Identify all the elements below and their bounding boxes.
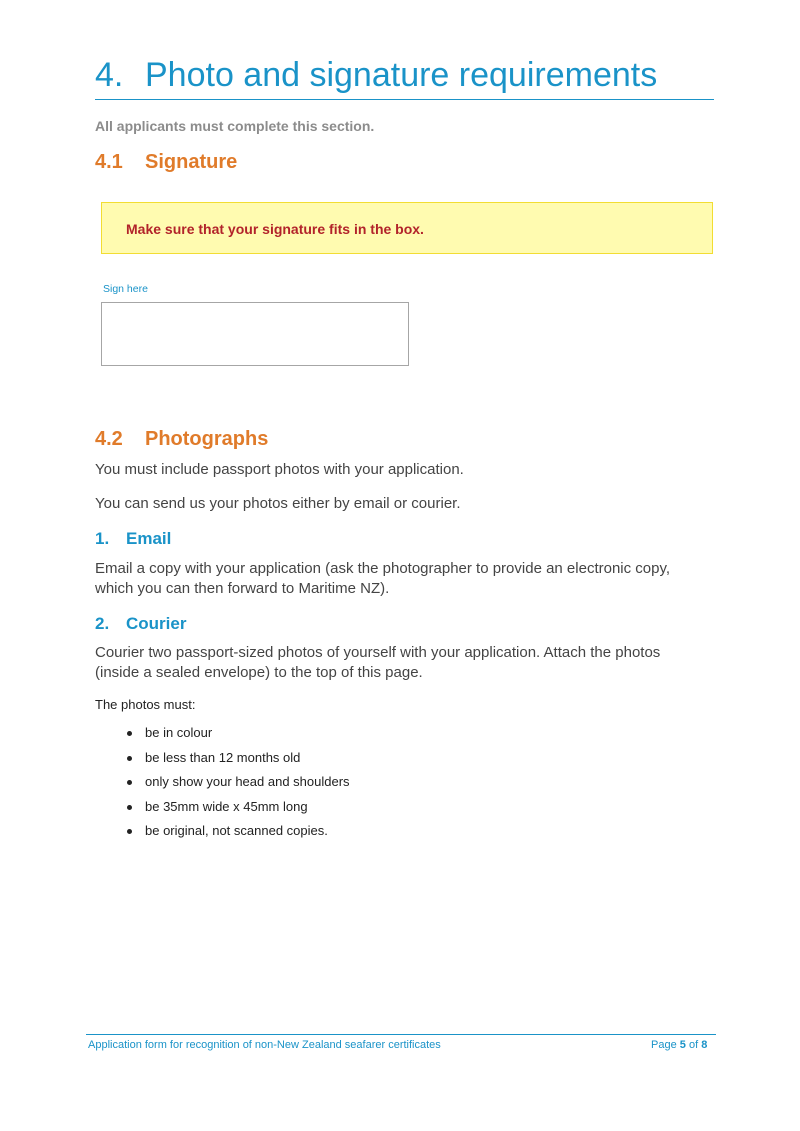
photographs-section-number: 4.2 xyxy=(95,428,123,450)
photo-requirements-list xyxy=(125,723,350,846)
email-option-heading: Email xyxy=(126,529,172,548)
footer-document-title: Application form for recognition of non-New Zealand seafarer certificates xyxy=(88,1039,441,1051)
list-item: be 35mm wide x 45mm long xyxy=(125,797,350,822)
signature-heading: Signature xyxy=(145,151,238,173)
courier-option-heading: Courier xyxy=(126,614,187,633)
courier-option-number: 2. xyxy=(95,614,110,633)
signature-note-text: Make sure that your signature fits in the box. xyxy=(126,221,424,237)
signature-field[interactable] xyxy=(101,302,409,366)
list-item: be in colour xyxy=(125,723,350,748)
page-of: of xyxy=(688,1039,699,1051)
section-intro: All applicants must complete this section. xyxy=(95,118,375,134)
email-option-text: Email a copy with your application (ask the photographer to provide an electronic copy, which you can then forward to Maritime NZ). xyxy=(95,560,671,597)
photos-must-label: The photos must: xyxy=(95,697,196,712)
list-item: only show your head and shoulders xyxy=(125,772,350,797)
page-word: Page xyxy=(651,1039,677,1051)
page-title: Photo and signature requirements xyxy=(145,56,658,94)
page-total: 8 xyxy=(701,1039,708,1051)
list-item: be less than 12 months old xyxy=(125,748,350,773)
email-option-number: 1. xyxy=(95,529,110,548)
section-number: 4. xyxy=(95,56,124,94)
sign-here-label: Sign here xyxy=(103,283,148,295)
photographs-para-2: You can send us your photos either by email or courier. xyxy=(95,495,461,512)
list-item: be original, not scanned copies. xyxy=(125,821,350,846)
courier-option-text: Courier two passport-sized photos of yourself with your application. Attach the photos (inside a sealed envelope) to the top of this page. xyxy=(95,644,661,681)
title-underline xyxy=(95,99,714,100)
photographs-para-1: You must include passport photos with your application. xyxy=(95,461,464,478)
page-current: 5 xyxy=(679,1039,686,1051)
signature-note-box xyxy=(101,202,713,254)
page-number xyxy=(651,1039,707,1051)
footer-divider xyxy=(86,1034,716,1035)
signature-section-number: 4.1 xyxy=(95,151,123,173)
photographs-heading: Photographs xyxy=(145,428,269,450)
